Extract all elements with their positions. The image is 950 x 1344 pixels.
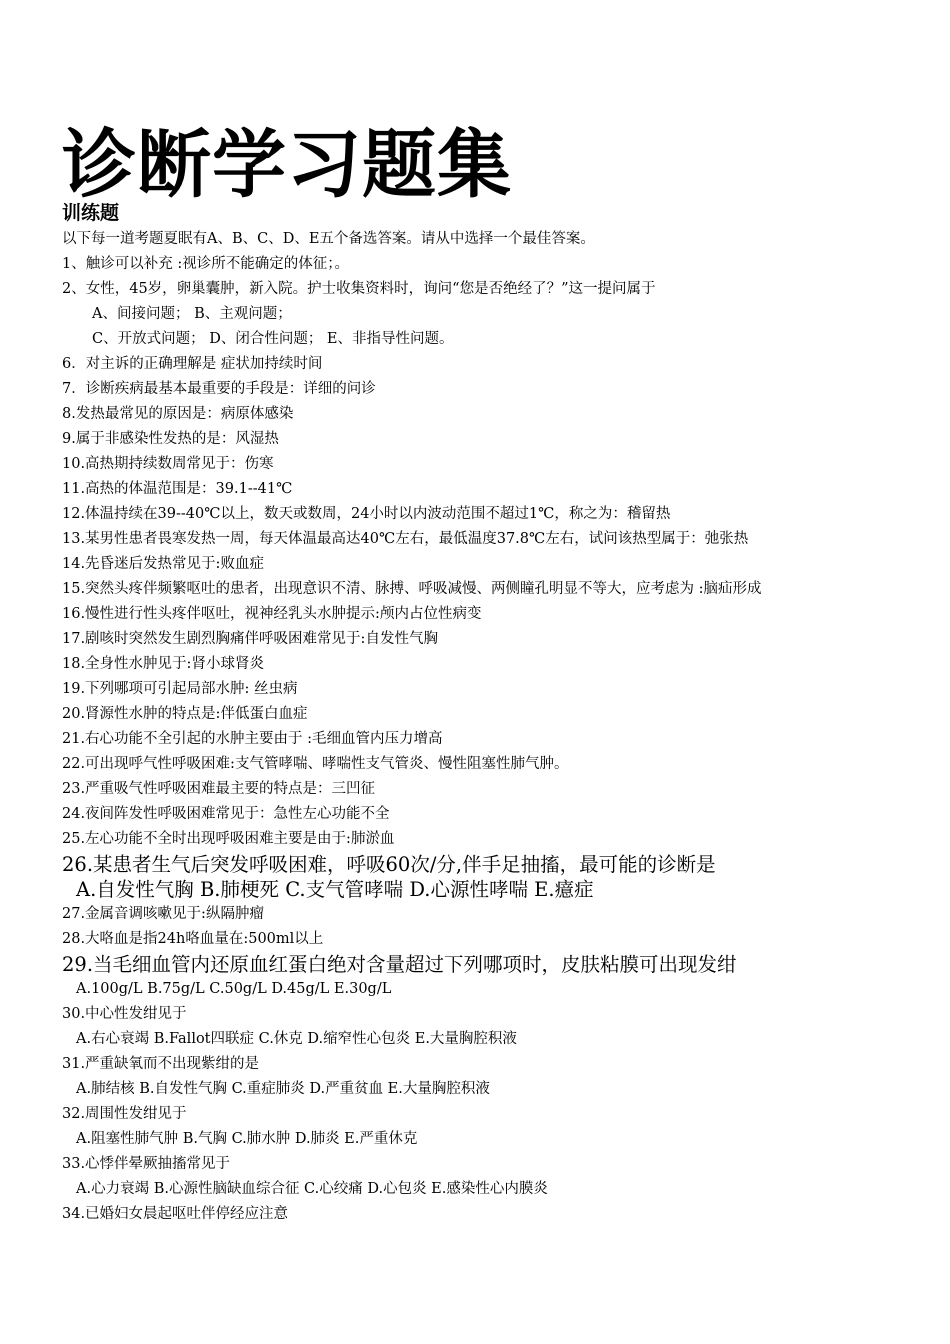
text-line: 18.全身性水肿见于:肾小球肾炎 bbox=[62, 656, 264, 672]
text-line: 1、触诊可以补充 :视诊所不能确定的体征；。 bbox=[62, 256, 349, 272]
text-line: 23.严重吸气性呼吸困难最主要的特点是：三凹征 bbox=[62, 781, 376, 797]
text-line: 19.下列哪项可引起局部水肿: 丝虫病 bbox=[62, 681, 298, 697]
text-line: 33.心悸伴晕厥抽搐常见于 bbox=[62, 1156, 231, 1172]
text-line: 26.某患者生气后突发呼吸困难，呼吸60次/分,伴手足抽搐，最可能的诊断是 bbox=[62, 853, 716, 876]
text-line: 以下每一道考题夏眠有A、B、C、D、E五个备选答案。请从中选择一个最佳答案。 bbox=[62, 231, 595, 247]
text-line: A、间接问题； B、主观问题； bbox=[92, 306, 292, 322]
text-line: 10.高热期持续数周常见于：伤寒 bbox=[62, 456, 274, 472]
text-line: A.肺结核 B.自发性气胸 C.重症肺炎 D.严重贫血 E.大量胸腔积液 bbox=[76, 1081, 490, 1097]
text-line: 34.已婚妇女晨起呕吐伴停经应注意 bbox=[62, 1206, 289, 1222]
text-line: 11.高热的体温范围是：39.1--41℃ bbox=[62, 481, 293, 497]
question-list bbox=[62, 227, 942, 1227]
text-line: 8.发热最常见的原因是：病原体感染 bbox=[62, 406, 294, 422]
text-line: 13.某男性患者畏寒发热一周，每天体温最高达40℃左右，最低温度37.8℃左右，试问该热型属于：弛张热 bbox=[62, 531, 749, 547]
text-line: 22.可出现呼气性呼吸困难:支气管哮喘、哮喘性支气管炎、慢性阻塞性肺气肿。 bbox=[62, 756, 569, 772]
text-line: 12.体温持续在39--40℃以上，数天或数周，24小时以内波动范围不超过1℃，称之为：稽留热 bbox=[62, 506, 671, 522]
text-line: 17.剧咳时突然发生剧烈胸痛伴呼吸困难常见于:自发性气胸 bbox=[62, 631, 438, 647]
text-line: 2、女性，45岁，卵巢囊肿，新入院。护士收集资料时，询问“您是否绝经了？”这一提问属于 bbox=[62, 281, 656, 297]
text-line: 31.严重缺氧而不出现紫绀的是 bbox=[62, 1056, 260, 1072]
text-line: 27.金属音调咳嗽见于:纵隔肿瘤 bbox=[62, 906, 264, 922]
text-line: A.100g/L B.75g/L C.50g/L D.45g/L E.30g/L bbox=[76, 981, 392, 997]
text-line: A.自发性气胸 B.肺梗死 C.支气管哮喘 D.心源性哮喘 E.癔症 bbox=[76, 878, 594, 901]
text-line: 6．对主诉的正确理解是 症状加持续时间 bbox=[62, 356, 323, 372]
text-line: 32.周围性发绀见于 bbox=[62, 1106, 187, 1122]
text-line: A.心力衰竭 B.心源性脑缺血综合征 C.心绞痛 D.心包炎 E.感染性心内膜炎 bbox=[76, 1181, 548, 1197]
text-line: 29.当毛细血管内还原血红蛋白绝对含量超过下列哪项时，皮肤粘膜可出现发绀 bbox=[62, 953, 737, 976]
text-line: 20.肾源性水肿的特点是:伴低蛋白血症 bbox=[62, 706, 308, 722]
text-line: 21.右心功能不全引起的水肿主要由于 :毛细血管内压力增高 bbox=[62, 731, 443, 747]
text-line: 24.夜间阵发性呼吸困难常见于：急性左心功能不全 bbox=[62, 806, 390, 822]
section-heading: 训练题 bbox=[62, 202, 120, 224]
text-line: A.右心衰竭 B.Fallot四联症 C.休克 D.缩窄性心包炎 E.大量胸腔积液 bbox=[76, 1031, 517, 1047]
text-line: 30.中心性发绀见于 bbox=[62, 1006, 187, 1022]
text-line: 16.慢性进行性头疼伴呕吐，视神经乳头水肿提示:颅内占位性病变 bbox=[62, 606, 482, 622]
text-line: 25.左心功能不全时出现呼吸困难主要是由于:肺淤血 bbox=[62, 831, 395, 847]
text-line: A.阻塞性肺气肿 B.气胸 C.肺水肿 D.肺炎 E.严重休克 bbox=[76, 1131, 418, 1147]
text-line: 9.属于非感染性发热的是：风湿热 bbox=[62, 431, 279, 447]
text-line: 15.突然头疼伴频繁呕吐的患者，出现意识不清、脉搏、呼吸减慢、两侧瞳孔明显不等大，应考虑为 :脑疝形成 bbox=[62, 581, 762, 597]
document-title: 诊断学习题集 bbox=[62, 122, 512, 208]
text-line: 14.先昏迷后发热常见于:败血症 bbox=[62, 556, 264, 572]
text-line: C、开放式问题； D、闭合性问题； E、非指导性问题。 bbox=[92, 331, 454, 347]
text-line: 28.大咯血是指24h咯血量在:500ml以上 bbox=[62, 931, 324, 947]
text-line: 7．诊断疾病最基本最重要的手段是：详细的问诊 bbox=[62, 381, 376, 397]
